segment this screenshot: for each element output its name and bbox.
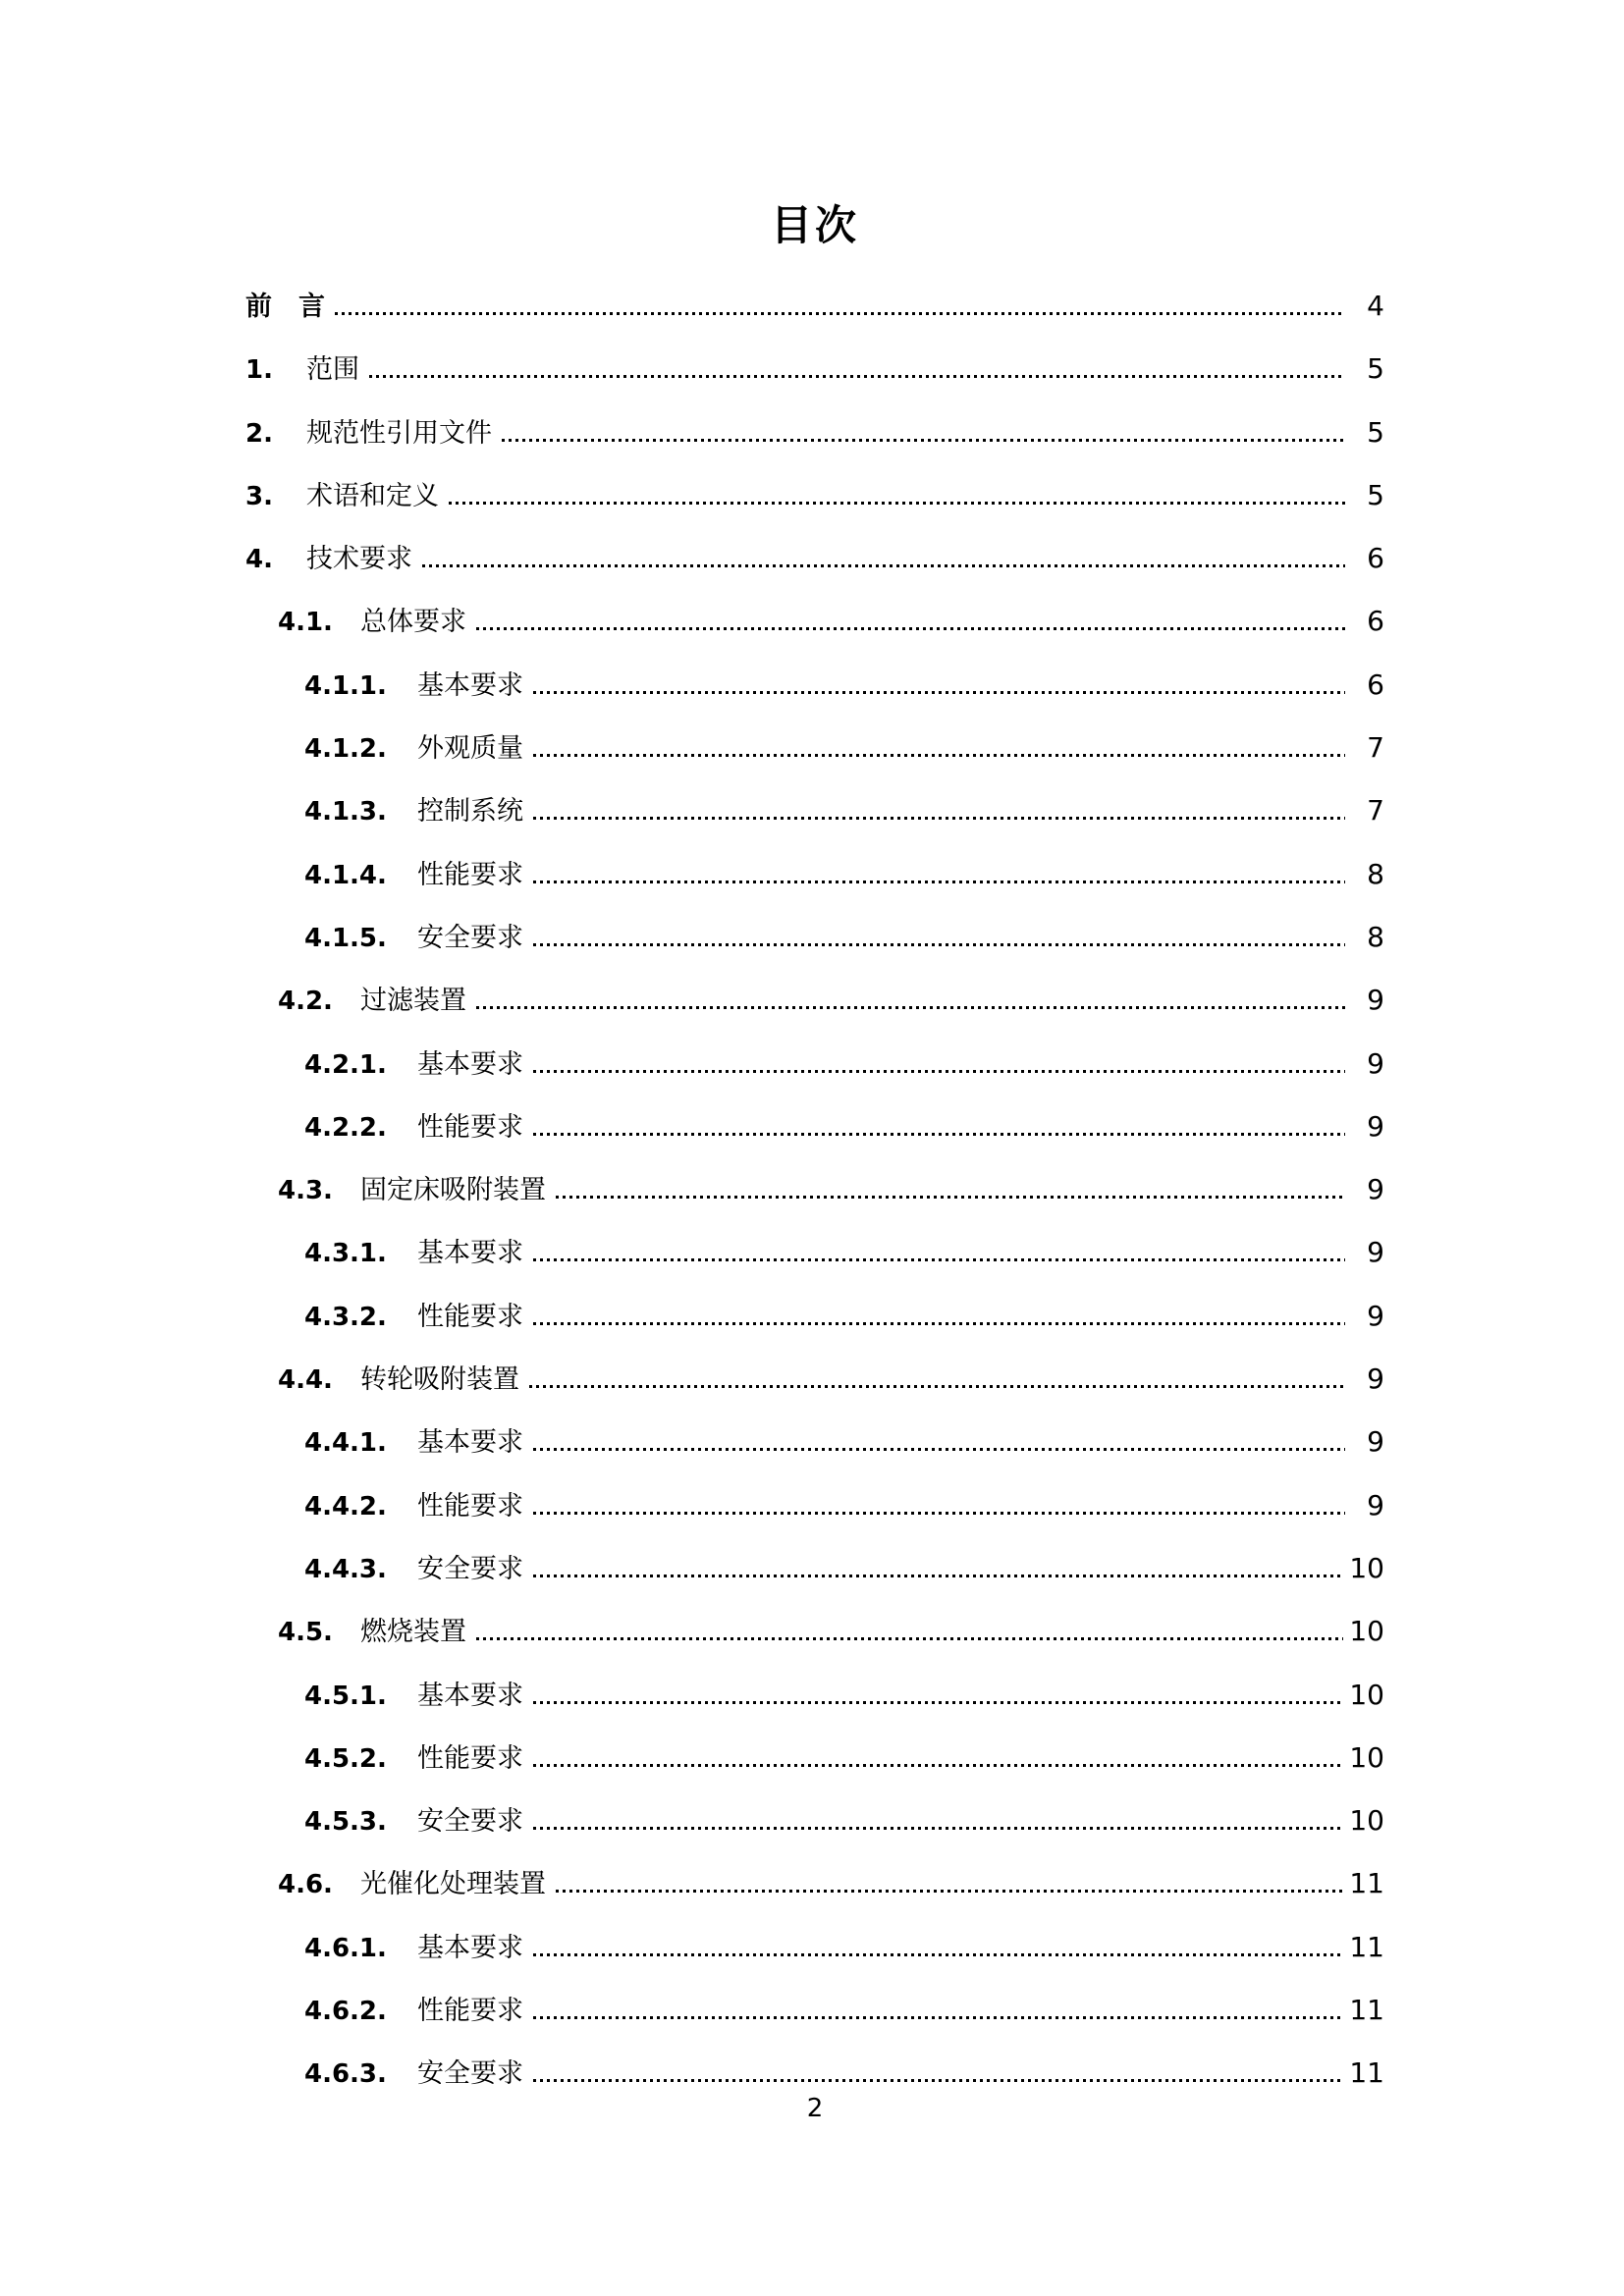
toc-entry — [278, 1348, 1384, 1411]
toc-entry — [278, 590, 1384, 653]
toc-entry-number: 4.1.3. — [304, 797, 387, 828]
toc-entry-label: 安全要求 — [417, 2058, 523, 2089]
toc-entry-number: 4.2.1. — [304, 1049, 387, 1080]
toc-entry-number: 4.4. — [278, 1365, 333, 1396]
toc-entry-page-number: 5 — [1367, 478, 1384, 511]
toc-entry-page-number: 9 — [1367, 1362, 1384, 1396]
toc-entry — [245, 401, 1384, 464]
toc-entry-page-number: 5 — [1367, 352, 1384, 386]
toc-entry-page-number: 10 — [1349, 1740, 1384, 1774]
toc-entry-label: 性能要求 — [417, 1996, 523, 2026]
toc-leader-dots — [533, 1762, 1343, 1767]
toc-entry-page-number: 7 — [1367, 794, 1384, 828]
toc-leader-dots — [533, 1131, 1345, 1136]
toc-entry-page-number: 11 — [1349, 1930, 1384, 1963]
toc-leader-dots — [449, 500, 1345, 505]
toc-entry-number: 4.5. — [278, 1618, 333, 1648]
toc-entry-number: 4.6. — [278, 1870, 333, 1900]
page-title: 目次 — [770, 201, 859, 249]
toc-leader-dots — [476, 1004, 1345, 1009]
toc-leader-dots — [533, 815, 1345, 820]
toc-entry — [304, 1411, 1384, 1473]
toc-entry-page-number: 9 — [1367, 1173, 1384, 1206]
toc-entry — [304, 1789, 1384, 1852]
toc-entry-number: 4.4.2. — [304, 1491, 387, 1522]
toc-entry-page-number: 10 — [1349, 1615, 1384, 1648]
toc-leader-dots — [533, 879, 1345, 883]
toc-entry-label: 规范性引用文件 — [306, 417, 492, 448]
toc-entry-page-number: 11 — [1349, 2056, 1384, 2090]
toc-entry-label: 燃烧装置 — [360, 1617, 466, 1647]
toc-entry-label: 性能要求 — [417, 859, 523, 889]
footer-page-number: 2 — [806, 2093, 824, 2123]
toc-entry — [304, 1033, 1384, 1095]
toc-entry-page-number: 9 — [1367, 1046, 1384, 1080]
toc-entry-label: 总体要求 — [360, 607, 466, 637]
toc-entry — [304, 1285, 1384, 1348]
toc-entry-label: 基本要求 — [417, 669, 523, 700]
toc-leader-dots — [533, 752, 1345, 757]
toc-entry-label: 范围 — [306, 354, 359, 385]
toc-entry-number: 4. — [245, 545, 273, 575]
toc-entry-number: 3. — [245, 481, 273, 511]
toc-entry — [304, 1474, 1384, 1537]
toc-entry-page-number: 9 — [1367, 984, 1384, 1017]
toc-leader-dots — [369, 373, 1345, 378]
toc-leader-dots — [533, 1256, 1345, 1261]
toc-entry — [304, 843, 1384, 906]
toc-entry — [304, 779, 1384, 842]
toc-entry — [245, 338, 1384, 400]
toc-leader-dots — [556, 1194, 1345, 1199]
toc-entry — [304, 1221, 1384, 1284]
toc-entry-label: 过滤装置 — [360, 986, 466, 1016]
toc-entry — [245, 275, 1384, 338]
toc-entry-page-number: 8 — [1367, 920, 1384, 953]
toc-entry-number: 4.1. — [278, 608, 333, 638]
toc-entry-number: 2. — [245, 418, 273, 449]
toc-entry-number: 4.3.2. — [304, 1302, 387, 1332]
toc-entry-page-number: 10 — [1349, 1804, 1384, 1838]
toc-leader-dots — [533, 1068, 1345, 1073]
toc-entry-label: 术语和定义 — [306, 480, 439, 510]
toc-entry-number: 4.1.5. — [304, 923, 387, 953]
toc-leader-dots — [533, 941, 1345, 946]
toc-entry-label: 性能要求 — [417, 1301, 523, 1331]
toc-entry-number: 4.5.2. — [304, 1743, 387, 1774]
toc-entry-label: 基本要求 — [417, 1427, 523, 1458]
toc-entry — [278, 1600, 1384, 1663]
toc-entry-page-number: 9 — [1367, 1109, 1384, 1143]
toc-leader-dots — [335, 310, 1345, 315]
toc-entry — [304, 906, 1384, 969]
toc-entry-page-number: 6 — [1367, 605, 1384, 638]
toc-entry-page-number: 9 — [1367, 1299, 1384, 1332]
toc-entry-page-number: 9 — [1367, 1488, 1384, 1522]
toc-entry-number: 4.4.1. — [304, 1428, 387, 1459]
toc-leader-dots — [422, 562, 1345, 567]
toc-entry — [304, 654, 1384, 717]
toc-list — [245, 275, 1384, 2106]
toc-leader-dots — [476, 1635, 1343, 1640]
toc-leader-dots — [533, 689, 1345, 694]
toc-entry — [304, 1664, 1384, 1727]
toc-entry-number: 4.2. — [278, 987, 333, 1017]
toc-entry-label: 安全要求 — [417, 1806, 523, 1837]
toc-leader-dots — [533, 1446, 1345, 1451]
toc-entry-page-number: 7 — [1367, 731, 1384, 765]
toc-entry-label: 性能要求 — [417, 1111, 523, 1142]
toc-entry-label: 基本要求 — [417, 1238, 523, 1268]
toc-entry-number: 4.2.2. — [304, 1112, 387, 1143]
toc-entry-label: 性能要求 — [417, 1742, 523, 1773]
toc-leader-dots — [533, 2014, 1343, 2019]
toc-entry — [304, 717, 1384, 779]
toc-entry — [304, 1537, 1384, 1600]
toc-entry-label: 前 言 — [245, 292, 325, 322]
toc-entry-number: 4.1.4. — [304, 860, 387, 890]
toc-leader-dots — [533, 1699, 1343, 1704]
toc-entry-page-number: 4 — [1367, 290, 1384, 322]
toc-entry-page-number: 8 — [1367, 857, 1384, 890]
toc-leader-dots — [529, 1383, 1345, 1388]
toc-entry-label: 技术要求 — [306, 544, 412, 574]
toc-entry-label: 固定床吸附装置 — [360, 1175, 546, 1205]
toc-entry-number: 4.6.2. — [304, 1997, 387, 2027]
toc-entry-label: 基本要求 — [417, 1680, 523, 1710]
toc-entry-label: 安全要求 — [417, 922, 523, 952]
toc-entry — [278, 969, 1384, 1032]
toc-leader-dots — [476, 625, 1345, 630]
toc-entry-label: 安全要求 — [417, 1553, 523, 1583]
toc-entry-page-number: 5 — [1367, 415, 1384, 449]
toc-entry-number: 4.6.3. — [304, 2059, 387, 2090]
toc-entry-number: 4.5.3. — [304, 1807, 387, 1838]
toc-entry-page-number: 11 — [1349, 1867, 1384, 1900]
toc-entry — [304, 1979, 1384, 2042]
toc-entry-label: 控制系统 — [417, 796, 523, 827]
toc-entry-label: 性能要求 — [417, 1490, 523, 1521]
toc-entry-page-number: 9 — [1367, 1425, 1384, 1459]
toc-leader-dots — [533, 1825, 1343, 1830]
toc-entry-number: 4.3.1. — [304, 1239, 387, 1269]
toc-entry-label: 基本要求 — [417, 1932, 523, 1962]
toc-entry — [304, 1727, 1384, 1789]
toc-entry-number: 4.3. — [278, 1176, 333, 1206]
toc-entry-number: 4.1.1. — [304, 670, 387, 701]
toc-leader-dots — [502, 437, 1345, 442]
toc-entry — [245, 464, 1384, 527]
toc-entry-label: 外观质量 — [417, 733, 523, 764]
toc-entry-number: 4.4.3. — [304, 1554, 387, 1584]
toc-entry-page-number: 6 — [1367, 542, 1384, 575]
toc-entry-number: 4.6.1. — [304, 1933, 387, 1963]
toc-entry-page-number: 9 — [1367, 1236, 1384, 1269]
toc-leader-dots — [533, 2077, 1343, 2082]
toc-entry-label: 光催化处理装置 — [360, 1869, 546, 1899]
toc-entry-page-number: 10 — [1349, 1551, 1384, 1584]
toc-entry-number: 1. — [245, 355, 273, 386]
toc-leader-dots — [533, 1510, 1345, 1515]
toc-entry — [304, 1916, 1384, 1979]
toc-entry-label: 转轮吸附装置 — [360, 1364, 519, 1395]
toc-entry-number: 4.5.1. — [304, 1681, 387, 1711]
toc-entry-page-number: 6 — [1367, 667, 1384, 701]
toc-entry-page-number: 10 — [1349, 1678, 1384, 1711]
toc-entry-page-number: 11 — [1349, 1994, 1384, 2027]
toc-leader-dots — [533, 1951, 1343, 1956]
toc-entry — [278, 1852, 1384, 1915]
toc-leader-dots — [533, 1320, 1345, 1325]
toc-entry — [245, 527, 1384, 590]
toc-entry — [304, 1095, 1384, 1158]
toc-leader-dots — [556, 1888, 1343, 1893]
toc-entry — [278, 1158, 1384, 1221]
toc-leader-dots — [533, 1573, 1343, 1577]
toc-entry-number: 4.1.2. — [304, 734, 387, 765]
toc-entry-label: 基本要求 — [417, 1048, 523, 1079]
